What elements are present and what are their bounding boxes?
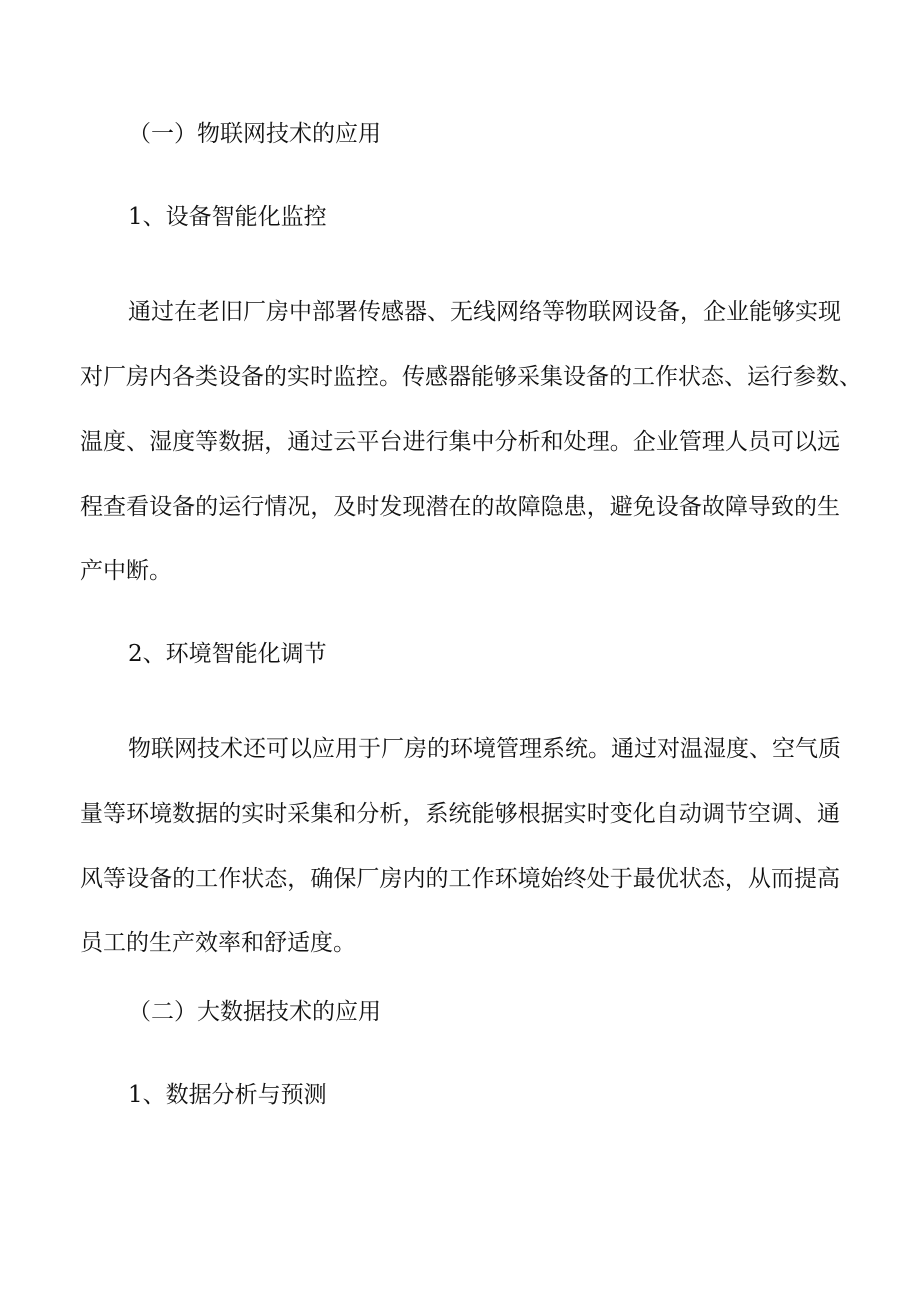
- paragraph-line: 物联网技术还可以应用于厂房的环境管理系统。通过对温湿度、空气质: [128, 736, 841, 762]
- section-heading-big-data: （二）大数据技术的应用: [128, 999, 381, 1025]
- paragraph-line: 温度、湿度等数据，通过云平台进行集中分析和处理。企业管理人员可以远: [80, 429, 840, 455]
- paragraph-line: 产中断。: [80, 558, 172, 584]
- paragraph-line: 对厂房内各类设备的实时监控。传感器能够采集设备的工作状态、运行参数、: [80, 364, 862, 390]
- paragraph-line: 量等环境数据的实时采集和分析，系统能够根据实时变化自动调节空调、通: [80, 801, 840, 827]
- subsection-title-environment-control: 2、环境智能化调节: [128, 641, 327, 667]
- paragraph-line: 员工的生产效率和舒适度。: [80, 930, 356, 956]
- paragraph-line: 程查看设备的运行情况，及时发现潜在的故障隐患，避免设备故障导致的生: [80, 494, 840, 520]
- paragraph-line: 通过在老旧厂房中部署传感器、无线网络等物联网设备，企业能够实现: [128, 299, 841, 325]
- subsection-title-data-analysis: 1、数据分析与预测: [128, 1082, 327, 1108]
- section-heading-iot: （一）物联网技术的应用: [128, 121, 381, 147]
- paragraph-line: 风等设备的工作状态，确保厂房内的工作环境始终处于最优状态，从而提高: [80, 866, 840, 892]
- subsection-title-device-monitoring: 1、设备智能化监控: [128, 204, 327, 230]
